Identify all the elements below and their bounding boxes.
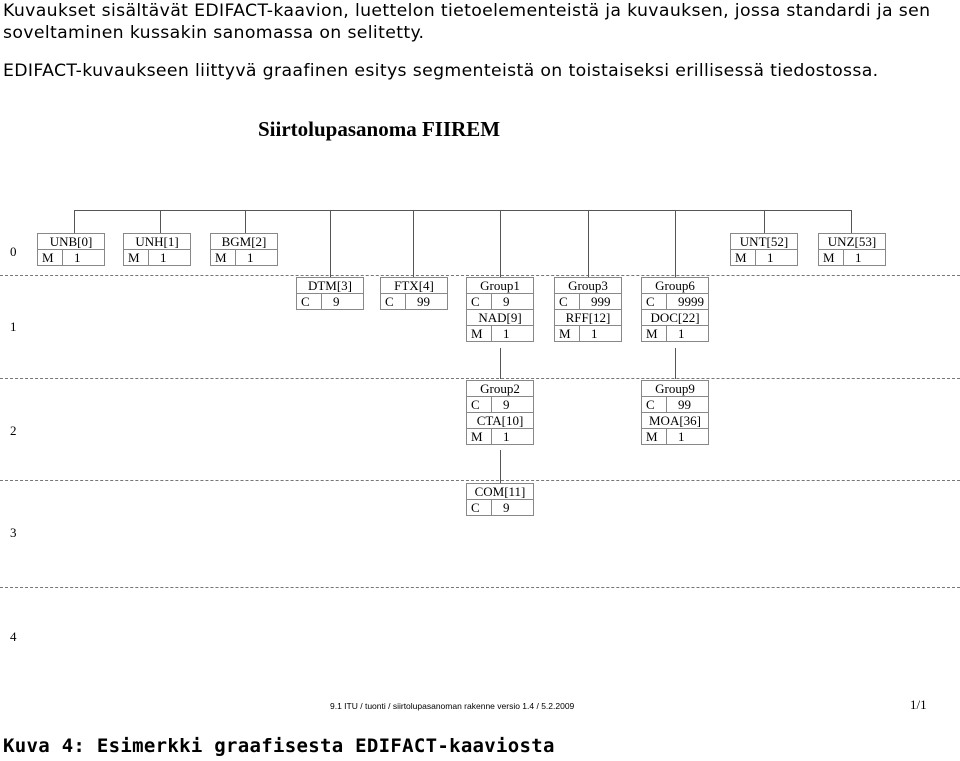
diagram-footer: 9.1 ITU / tuonti / siirtolupasanoman rakenne versio 1.4 / 5.2.2009 <box>330 701 575 711</box>
trigger-status: M <box>559 326 571 341</box>
segment-repeat: 9 <box>503 500 510 515</box>
segment-repeat: 1 <box>74 250 81 265</box>
segment-attributes <box>210 249 278 266</box>
segment-attributes <box>466 499 534 516</box>
level-separator <box>0 587 960 588</box>
segment-status: M <box>215 250 227 265</box>
segment-status: M <box>128 250 140 265</box>
segment-name: BGM[2] <box>210 233 278 250</box>
trigger-repeat: 1 <box>503 429 510 444</box>
trigger-attributes <box>466 428 534 445</box>
level-label-2: 2 <box>10 423 17 438</box>
level-separator <box>0 275 960 276</box>
segment-box-ftx <box>380 277 448 310</box>
group-box-group6 <box>641 277 709 342</box>
segment-status: M <box>823 250 835 265</box>
page-number: 1/1 <box>910 697 927 712</box>
segment-box-dtm <box>296 277 364 310</box>
group-attributes <box>554 293 622 310</box>
group-attributes <box>466 293 534 310</box>
group-repeat: 99 <box>678 397 691 412</box>
group-repeat: 9 <box>503 397 510 412</box>
trigger-status: M <box>646 429 658 444</box>
level-separator <box>0 378 960 379</box>
trigger-attributes <box>466 325 534 342</box>
segment-box-com <box>466 483 534 516</box>
segment-box-unh <box>123 233 191 266</box>
connector <box>500 210 501 277</box>
group-attributes <box>641 396 709 413</box>
trigger-repeat: 1 <box>678 429 685 444</box>
group-name: Group9 <box>641 380 709 397</box>
group-repeat: 9999 <box>678 294 704 309</box>
segment-box-unt <box>730 233 798 266</box>
segment-repeat: 1 <box>247 250 254 265</box>
trigger-segment-name: NAD[9] <box>466 309 534 326</box>
group-box-group2 <box>466 380 534 445</box>
trigger-segment-name: RFF[12] <box>554 309 622 326</box>
connector <box>160 210 161 233</box>
segment-attributes <box>37 249 105 266</box>
intro-paragraph-1: Kuvaukset sisältävät EDIFACT-kaavion, luettelon tietoelementeistä ja kuvauksen, jossa standardi ja sen soveltaminen kussakin sanomassa on selitetty. <box>3 1 931 43</box>
segment-attributes <box>123 249 191 266</box>
group-status: C <box>471 397 480 412</box>
connector <box>330 210 331 277</box>
group-repeat: 999 <box>591 294 611 309</box>
group-status: C <box>471 294 480 309</box>
segment-repeat: 1 <box>767 250 774 265</box>
group-name: Group2 <box>466 380 534 397</box>
figure-caption: Kuva 4: Esimerkki graafisesta EDIFACT-kaaviosta <box>3 735 555 757</box>
connector <box>500 450 501 483</box>
segment-name: UNT[52] <box>730 233 798 250</box>
connector <box>413 210 414 277</box>
segment-name: FTX[4] <box>380 277 448 294</box>
group-name: Group6 <box>641 277 709 294</box>
connector <box>74 210 75 233</box>
segment-status: M <box>42 250 54 265</box>
segment-attributes <box>818 249 886 266</box>
segment-repeat: 1 <box>855 250 862 265</box>
group-box-group1 <box>466 277 534 342</box>
segment-status: M <box>735 250 747 265</box>
trigger-repeat: 1 <box>503 326 510 341</box>
segment-status: C <box>385 294 394 309</box>
group-box-group9 <box>641 380 709 445</box>
group-status: C <box>559 294 568 309</box>
segment-box-unb <box>37 233 105 266</box>
group-attributes <box>641 293 709 310</box>
segment-status: C <box>471 500 480 515</box>
level-label-1: 1 <box>10 319 17 334</box>
trigger-status: M <box>646 326 658 341</box>
connector <box>675 348 676 379</box>
group-status: C <box>646 397 655 412</box>
level-label-0: 0 <box>10 244 17 259</box>
trigger-repeat: 1 <box>678 326 685 341</box>
segment-name: UNH[1] <box>123 233 191 250</box>
segment-name: DTM[3] <box>296 277 364 294</box>
segment-name: COM[11] <box>466 483 534 500</box>
segment-repeat: 1 <box>160 250 167 265</box>
group-name: Group3 <box>554 277 622 294</box>
connector <box>851 210 852 233</box>
trigger-attributes <box>641 325 709 342</box>
connector <box>245 210 246 233</box>
segment-status: C <box>301 294 310 309</box>
segment-box-unz <box>818 233 886 266</box>
trigger-status: M <box>471 326 483 341</box>
segment-name: UNB[0] <box>37 233 105 250</box>
group-box-group3 <box>554 277 622 342</box>
trigger-status: M <box>471 429 483 444</box>
segment-repeat: 99 <box>417 294 430 309</box>
connector <box>764 210 765 233</box>
group-repeat: 9 <box>503 294 510 309</box>
trigger-segment-name: CTA[10] <box>466 412 534 429</box>
trigger-attributes <box>641 428 709 445</box>
trigger-repeat: 1 <box>591 326 598 341</box>
group-name: Group1 <box>466 277 534 294</box>
root-connector <box>74 210 851 211</box>
trigger-attributes <box>554 325 622 342</box>
segment-box-bgm <box>210 233 278 266</box>
trigger-segment-name: MOA[36] <box>641 412 709 429</box>
trigger-segment-name: DOC[22] <box>641 309 709 326</box>
segment-attributes <box>296 293 364 310</box>
level-separator <box>0 480 960 481</box>
connector <box>588 210 589 277</box>
segment-repeat: 9 <box>333 294 340 309</box>
group-status: C <box>646 294 655 309</box>
connector <box>675 210 676 277</box>
segment-attributes <box>730 249 798 266</box>
segment-attributes <box>380 293 448 310</box>
level-label-4: 4 <box>10 629 17 644</box>
connector <box>500 348 501 379</box>
intro-paragraph-2: EDIFACT-kuvaukseen liittyvä graafinen esitys segmenteistä on toistaiseksi erillisessä tiedostossa. <box>3 61 879 81</box>
group-attributes <box>466 396 534 413</box>
level-label-3: 3 <box>10 525 17 540</box>
diagram-title: Siirtolupasanoma FIIREM <box>258 117 501 141</box>
segment-name: UNZ[53] <box>818 233 886 250</box>
